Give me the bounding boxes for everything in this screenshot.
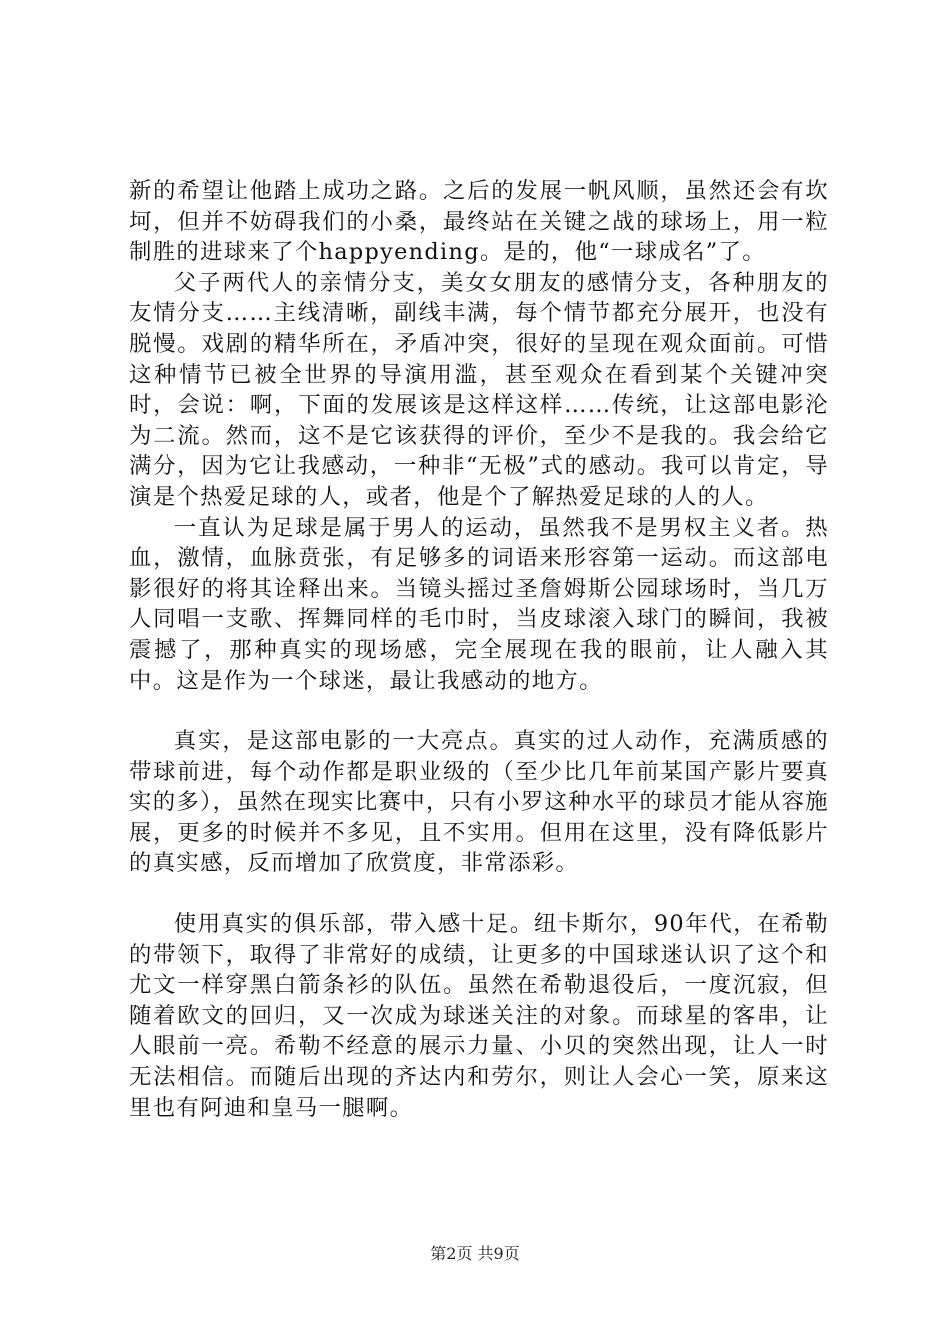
- paragraph-spacer: [129, 879, 829, 909]
- paragraph-football-passion: 一直认为足球是属于男人的运动，虽然我不是男权主义者。热血，激情，血脉贲张，有足够多的词语来形容第一运动。而这部电影很好的将其诠释出来。当镜头摇过圣詹姆斯公园球场时，当几万人同唱一支歌、挥舞同样的毛巾时，当皮球滚入球门的瞬间，我被震撼了，那种真实的现场感，完全展现在我的眼前，让人融入其中。这是作为一个球迷，最让我感动的地方。: [129, 514, 829, 694]
- paragraph-plot-branches: 父子两代人的亲情分支，美女女朋友的感情分支，各种朋友的友情分支……主线清晰，副线丰满，每个情节都充分展开，也没有脱慢。戏剧的精华所在，矛盾冲突，很好的呈现在观众面前。可惜这种情节已被全世界的导演用滥，甚至观众在看到某个关键冲突时，会说：啊，下面的发展该是这样这样……传统，让这部电影沦为二流。然而，这不是它该获得的评价，至少不是我的。我会给它满分，因为它让我感动，一种非“无极”式的感动。我可以肯定，导演是个热爱足球的人，或者，他是个了解热爱足球的人的人。: [129, 269, 829, 510]
- page-number: 第2页 共9页: [430, 1244, 520, 1263]
- paragraph-real-clubs: 使用真实的俱乐部，带入感十足。纽卡斯尔，90年代，在希勒的带领下，取得了非常好的成绩，让更多的中国球迷认识了这个和尤文一样穿黑白箭条衫的队伍。虽然在希勒退役后，一度沉寂，但随着欧文的回归，又一次成为球迷关注的对象。而球星的客串，让人眼前一亮。希勒不经意的展示力量、小贝的突然出现，让人一时无法相信。而随后出现的齐达内和劳尔，则让人会心一笑，原来这里也有阿迪和皇马一腿啊。: [129, 911, 829, 1121]
- paragraph-realism: 真实，是这部电影的一大亮点。真实的过人动作，充满质感的带球前进，每个动作都是职业级的（至少比几年前某国产影片要真实的多），虽然在现实比赛中，只有小罗这种水平的球员才能从容施展，更多的时候并不多见，且不实用。但用在这里，没有降低影片的真实感，反而增加了欣赏度，非常添彩。: [129, 728, 829, 877]
- page-footer: [0, 1244, 950, 1264]
- paragraph-spacer: [129, 696, 829, 726]
- paragraph-continuation: 新的希望让他踏上成功之路。之后的发展一帆风顺，虽然还会有坎坷，但并不妨碍我们的小桑，最终站在关键之战的球场上，用一粒制胜的进球来了个happyending。是的，他“一球成名”了。: [129, 178, 829, 266]
- document-body: [129, 176, 829, 1123]
